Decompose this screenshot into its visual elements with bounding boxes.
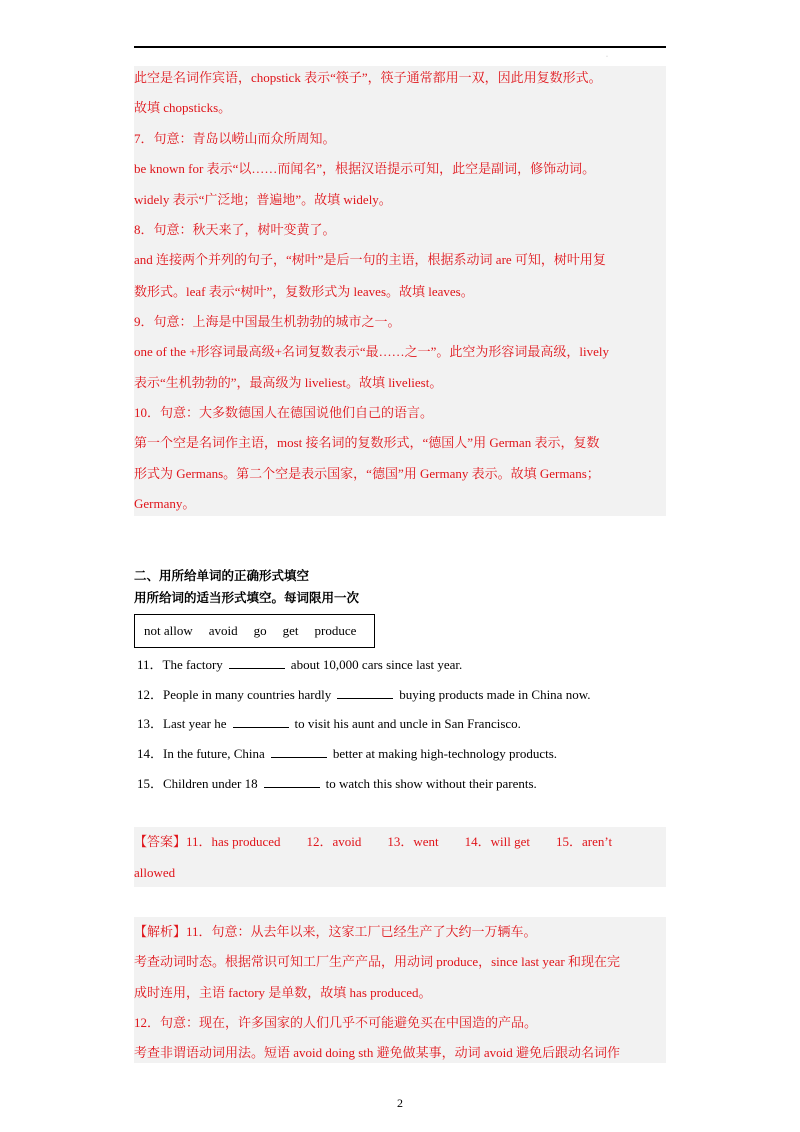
answer-label: 【答案】 bbox=[134, 834, 187, 849]
answer-item: 13．went bbox=[387, 834, 439, 849]
analysis-line: 考查动词时态。根据常识可知工厂生产产品，用动词 produce，since last year 和现在完 bbox=[134, 954, 621, 969]
analysis-first-line: 【解析】11．句意：从去年以来，这家工厂已经生产了大约一万辆车。 bbox=[134, 924, 537, 939]
answer-blank bbox=[271, 745, 327, 758]
analysis-label: 【解析】 bbox=[134, 924, 187, 939]
section-instruction: 用所给词的适当形式填空。每词限用一次 bbox=[134, 590, 360, 605]
word-bank-item: produce bbox=[314, 623, 357, 638]
explanation-line: be known for 表示“以……而闻名”，根据汉语提示可知，此空是副词，修饰动词。 bbox=[134, 161, 596, 176]
question-15: 15．Children under 18 to watch this show without their parents. bbox=[137, 776, 537, 791]
answer-continuation: allowed bbox=[134, 865, 176, 880]
answer-item: 12．avoid bbox=[306, 834, 362, 849]
explanation-line: 此空是名词作宾语，chopstick 表示“筷子”，筷子通常都用一双，因此用复数形式。 bbox=[134, 70, 602, 85]
answer-item: 11．has produced bbox=[186, 834, 281, 849]
explanation-line: 数形式。leaf 表示“树叶”，复数形式为 leaves。故填 leaves。 bbox=[134, 284, 474, 299]
explanation-line: Germany。 bbox=[134, 496, 196, 511]
explanation-line: and 连接两个并列的句子，“树叶”是后一句的主语，根据系动词 are 可知，树叶用复 bbox=[134, 252, 606, 267]
analysis-line: 12．句意：现在，许多国家的人们几乎不可能避免买在中国造的产品。 bbox=[134, 1015, 538, 1030]
explanation-line: one of the +形容词最高级+名词复数表示“最……之一”。此空为形容词最高级，lively bbox=[134, 344, 610, 359]
word-bank-item: get bbox=[282, 623, 299, 638]
explanation-line: 7．句意：青岛以崂山而众所周知。 bbox=[134, 131, 336, 146]
answer-item: 14．will get bbox=[464, 834, 531, 849]
analysis-line: 成时连用，主语 factory 是单数，故填 has produced。 bbox=[134, 985, 432, 1000]
explanation-line: 8．句意：秋天来了，树叶变黄了。 bbox=[134, 222, 336, 237]
question-14: 14．In the future, China better at making high-technology products. bbox=[137, 746, 558, 761]
explanation-line: 表示“生机勃勃的”，最高级为 liveliest。故填 liveliest。 bbox=[134, 375, 443, 390]
answer-blank bbox=[337, 686, 393, 699]
section-title: 二、用所给单词的正确形式填空 bbox=[134, 568, 310, 583]
analysis-line: 考查非谓语动词用法。短语 avoid doing sth 避免做某事，动词 avoid 避免后跟动名词作 bbox=[134, 1045, 621, 1060]
explanation-line: 故填 chopsticks。 bbox=[134, 100, 232, 115]
header-mark: · bbox=[606, 54, 608, 60]
question-11: 11．The factory about 10,000 cars since last year. bbox=[137, 657, 463, 672]
word-bank-item: go bbox=[253, 623, 267, 638]
explanation-line: widely 表示“广泛地；普遍地”。故填 widely。 bbox=[134, 192, 392, 207]
answer-item: 15．aren’t bbox=[556, 834, 613, 849]
explanation-line: 9．句意：上海是中国最生机勃勃的城市之一。 bbox=[134, 314, 401, 329]
header-rule bbox=[134, 46, 666, 48]
question-13: 13．Last year he to visit his aunt and uncle in San Francisco. bbox=[137, 716, 521, 731]
answer-blank bbox=[233, 715, 289, 728]
explanation-line: 形式为 Germans。第二个空是表示国家，“德国”用 Germany 表示。故填 Germans； bbox=[134, 466, 600, 481]
explanation-line: 第一个空是名词作主语，most 接名词的复数形式，“德国人”用 German 表示，复数 bbox=[134, 435, 600, 450]
answer-blank bbox=[264, 775, 320, 788]
word-bank bbox=[134, 614, 375, 648]
word-bank-item: avoid bbox=[208, 623, 238, 638]
answer-blank bbox=[229, 656, 285, 669]
answer-line bbox=[134, 834, 612, 850]
word-bank-item: not allow bbox=[144, 623, 193, 638]
page-number: 2 bbox=[397, 1096, 403, 1110]
explanation-line: 10．句意：大多数德国人在德国说他们自己的语言。 bbox=[134, 405, 434, 420]
question-12: 12．People in many countries hardly buying products made in China now. bbox=[137, 687, 591, 702]
